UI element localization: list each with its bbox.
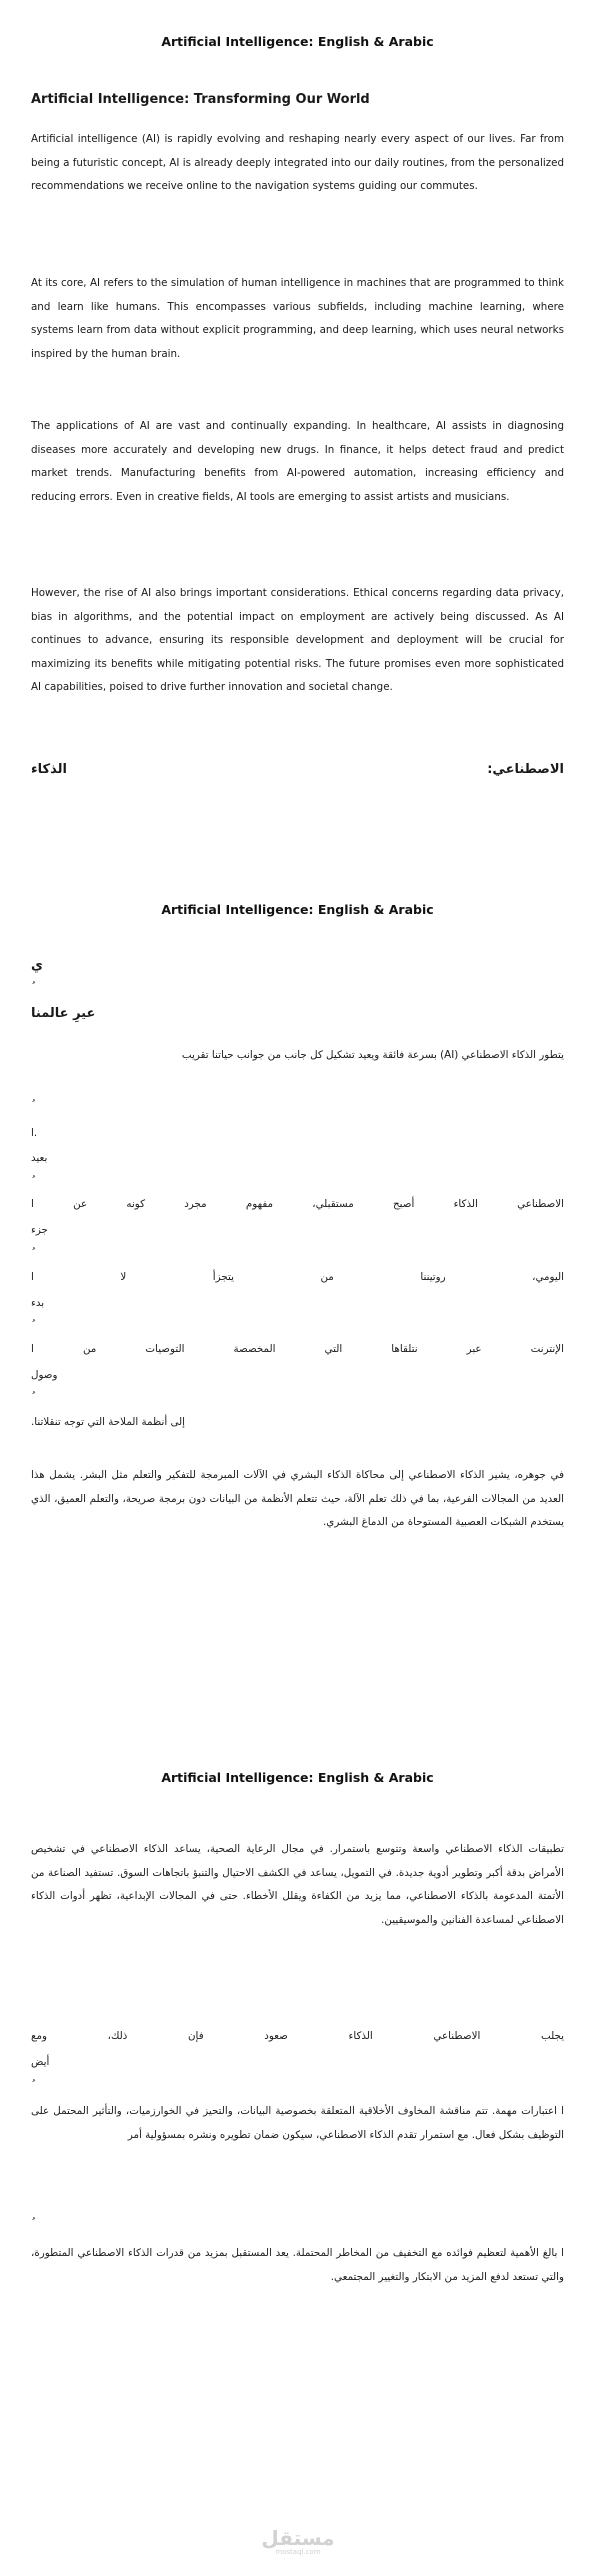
arabic-fragment: بدء (31, 1297, 45, 1309)
arabic-title-right: الاصطناعي: (487, 762, 564, 777)
mostaql-watermark-logo (258, 2528, 338, 2557)
arabic-paragraph-4: تطبيقات الذكاء الاصطناعي واسعة وتتوسع باستمرار. في مجال الرعاية الصحية، يساعد الذكاء الاصطناعي في تشخيص الأمراض بدقة أكبر وتطوير أدوية جديدة. في التمويل، يساعد في الكشف الاحتيال والتنبؤ باتجاهات السوق. تستفيد الصناعة من الأتمتة المدعومة بالذكاء الاصطناعي، مما يزيد من الكفاءة ويقلل الأخطاء. حتى في المجالات الإبداعية، تظهر أدوات الذكاء الاصطناعي لمساعدة الفنانين والموسيقيين. (31, 1843, 564, 1926)
arabic-word: ذلك، (107, 2030, 128, 2042)
arabic-word: ا (31, 1343, 34, 1355)
page-header: Artificial Intelligence: English & Arabic (161, 1770, 434, 1785)
english-paragraph-4: However, the rise of AI also brings important considerations. Ethical concerns regarding data privacy, bias in algorithms, and the potential impact on employment are actively being discussed. As AI continues to advance, ensuring its responsible development and deployment will be crucial for maximizing its benefits while mitigating potential risks. The future promises even more sophisticated AI capabilities, poised to drive further innovation and societal change. (31, 587, 564, 693)
arabic-subtitle: عيرِ عالمنا (31, 1006, 96, 1021)
arabic-word: ا (31, 1271, 34, 1283)
arabic-word: من (320, 1271, 334, 1283)
english-paragraph-1: Artificial intelligence (AI) is rapidly evolving and reshaping nearly every aspect of our lives. Far from being a futuristic concept, AI is already deeply integrated into our daily routines, from the personalized recommendations we receive online to the navigation systems guiding our commutes. (31, 133, 564, 192)
arabic-paragraph-2: إلى أنظمة الملاحة التي توجه تنقلاتنا. (31, 1416, 186, 1428)
arabic-word: ومع (31, 2030, 48, 2042)
arabic-word: فإن (188, 2030, 204, 2042)
arabic-word: نتلقاها (391, 1343, 418, 1355)
arabic-fragment: بعيد (31, 1152, 48, 1164)
arabic-word: اليومي، (532, 1271, 564, 1283)
arabic-word: روتيننا (420, 1271, 446, 1283)
arabic-word: التوصيات (145, 1343, 185, 1355)
arabic-title-left: الذكاء (31, 762, 67, 777)
arabic-word: الإنترنت (530, 1343, 564, 1355)
arabic-fragment: أيض (31, 2056, 50, 2068)
arabic-word: الاصطناعي (433, 2030, 481, 2042)
arabic-paragraph-5: ا اعتبارات مهمة. تتم مناقشة المخاوف الأخلاقية المتعلقة بخصوصية البيانات، والتحيز في الخوارزميات، والتأثير المحتمل على التوظيف بشكل فعال. مع استمرار تقدم الذكاء الاصطناعي، سيكون ضمان تطويره ونشره بمسؤولية أمر (31, 2105, 564, 2141)
arabic-word: يجلب (540, 2030, 564, 2042)
watermark-domain: mostaql.com (275, 2548, 321, 2556)
watermark-text: مستقل (261, 2526, 335, 2550)
arabic-word: يتجزأ (212, 1271, 234, 1283)
page-header: Artificial Intelligence: English & Arabic (161, 34, 434, 49)
arabic-word: صعود (264, 2030, 288, 2042)
arabic-word: أصبح (392, 1198, 415, 1210)
arabic-word: ا (31, 1198, 34, 1210)
arabic-word: عن (73, 1198, 88, 1210)
arabic-justified-line (31, 1343, 564, 1355)
arabic-justified-line (31, 1198, 564, 1210)
arabic-word: التي (324, 1343, 343, 1355)
arabic-word: المخصصة (233, 1343, 276, 1355)
arabic-paragraph-1: يتطور الذكاء الاصطناعي (AI) بسرعة فائقة ويعيد تشكيل كل جانب من جوانب حياتنا تقريب (181, 1049, 564, 1061)
english-paragraph-2: At its core, AI refers to the simulation of human intelligence in machines that are programmed to think and learn like humans. This encompasses various subfields, including machine learning, where systems learn from data without explicit programming, and deep learning, which uses neural networks inspired by the human brain. (31, 277, 564, 360)
arabic-justified-line (31, 1271, 564, 1283)
arabic-word: الذكاء (348, 2030, 373, 2042)
english-paragraph-3: The applications of AI are vast and continually expanding. In healthcare, AI assists in diagnosing diseases more accurately and developing new drugs. In finance, it helps detect fraud and predict market trends. Manufacturing benefits from AI-powered automation, increasing efficiency and reducing errors. Even in creative fields, AI tools are emerging to assist artists and musicians. (31, 420, 564, 503)
arabic-paragraph-3: في جوهره، يشير الذكاء الاصطناعي إلى محاكاة الذكاء البشري في الآلات المبرمجة للتفكير والتعلم مثل البشر. يشمل هذا العديد من المجالات الفرعية، بما في ذلك تعلم الآلة، حيث تتعلم الأنظمة من البيانات دون برمجة صريحة، والتعلم العميق، الذي يستخدم الشبكات العصبية المستوحاة من الدماغ البشري. (31, 1469, 564, 1528)
arabic-justified-line (31, 2030, 564, 2042)
arabic-word: الذكاء (453, 1198, 478, 1210)
arabic-word: الاصطناعي (517, 1198, 564, 1210)
arabic-heading-char: ي (31, 958, 43, 973)
arabic-word: مفهوم (245, 1198, 274, 1210)
arabic-fragment: وصول (31, 1369, 58, 1381)
arabic-word: كونه (126, 1198, 145, 1210)
arabic-fragment: جزء (31, 1224, 48, 1236)
arabic-fragment: ا. (31, 1127, 38, 1139)
arabic-paragraph-6: ا بالغ الأهمية لتعظيم فوائده مع التخفيف من المخاطر المحتملة. يعد المستقبل بمزيد من قدرات الذكاء الاصطناعي المتطورة، والتي تستعد لدفع المزيد من الابتكار والتغيير المجتمعي. (31, 2247, 564, 2283)
arabic-word: مستقبلي، (312, 1198, 354, 1210)
page-header: Artificial Intelligence: English & Arabic (161, 902, 434, 917)
arabic-word: مجرد (184, 1198, 207, 1210)
arabic-word: من (82, 1343, 97, 1355)
arabic-word: عبر (466, 1343, 482, 1355)
arabic-word: لا (120, 1271, 127, 1283)
english-title: Artificial Intelligence: Transforming Our World (31, 92, 370, 107)
